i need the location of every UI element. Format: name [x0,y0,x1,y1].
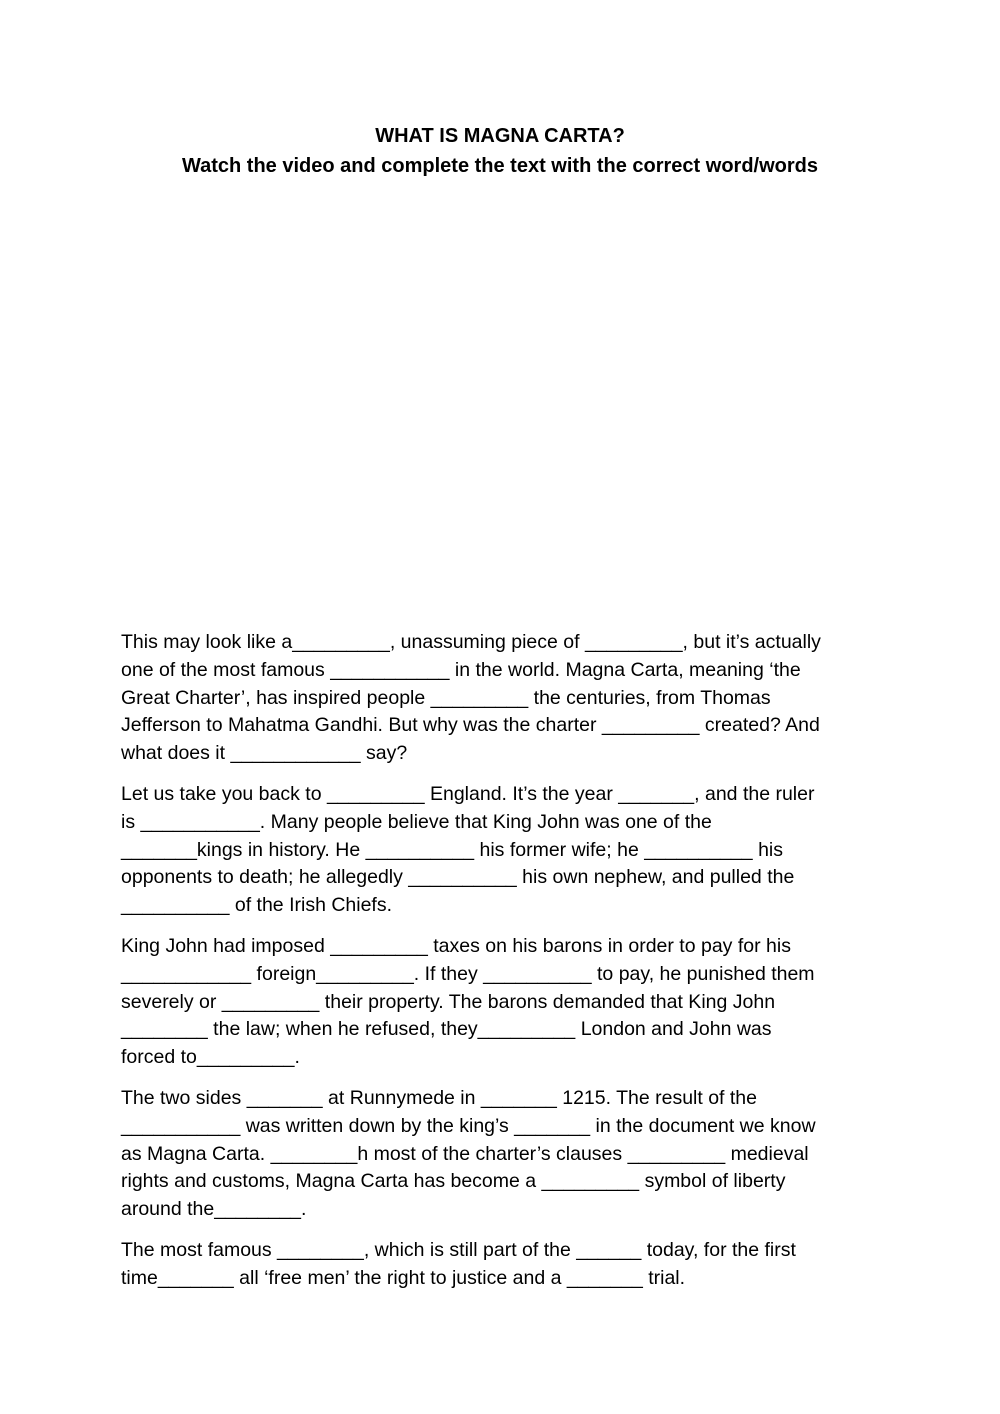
worksheet-header [0,121,1000,181]
text-line: ________ the law; when he refused, they_________ London and John was [121,1018,772,1041]
text-line: ___________ was written down by the king’s _______ in the document we know [121,1114,816,1137]
paragraph-5 [121,1237,911,1293]
text-line: Let us take you back to _________ England. It’s the year _______, and the ruler [121,782,815,805]
paragraph-3 [121,933,911,1072]
paragraph-4 [121,1085,911,1224]
text-line: Jefferson to Mahatma Gandhi. But why was the charter _________ created? And [121,714,820,737]
text-line: as Magna Carta. ________h most of the charter’s clauses _________ medieval [121,1142,809,1165]
text-line: one of the most famous ___________ in the world. Magna Carta, meaning ‘the [121,658,801,681]
text-line: forced to_________. [121,1046,300,1069]
text-line: is ___________. Many people believe that King John was one of the [121,810,712,833]
text-line: The most famous ________, which is still part of the ______ today, for the first [121,1238,796,1261]
page-instructions: Watch the video and complete the text with the correct word/words [181,155,818,177]
text-line: This may look like a_________, unassuming piece of _________, but it’s actually [121,631,821,653]
text-line: opponents to death; he allegedly __________ his own nephew, and pulled the [121,866,795,889]
text-line: rights and customs, Magna Carta has become a _________ symbol of liberty [121,1170,786,1193]
text-line: __________ of the Irish Chiefs. [121,894,393,917]
text-line: Great Charter’, has inspired people _________ the centuries, from Thomas [121,686,771,709]
paragraph-1 [121,629,911,768]
text-line: severely or _________ their property. The barons demanded that King John [121,990,776,1013]
text-line: _______kings in history. He __________ his former wife; he __________ his [121,838,784,861]
page-title: WHAT IS MAGNA CARTA? [375,125,625,147]
gap-fill-text [121,629,911,1306]
text-line: around the________. [121,1198,307,1221]
text-line: The two sides _______ at Runnymede in _______ 1215. The result of the [121,1086,757,1109]
text-line: time_______ all ‘free men’ the right to justice and a _______ trial. [121,1266,686,1289]
paragraph-2 [121,781,911,920]
text-line: ____________ foreign_________. If they __________ to pay, he punished them [121,962,815,985]
text-line: King John had imposed _________ taxes on his barons in order to pay for his [121,934,791,957]
text-line: what does it ____________ say? [121,742,408,765]
